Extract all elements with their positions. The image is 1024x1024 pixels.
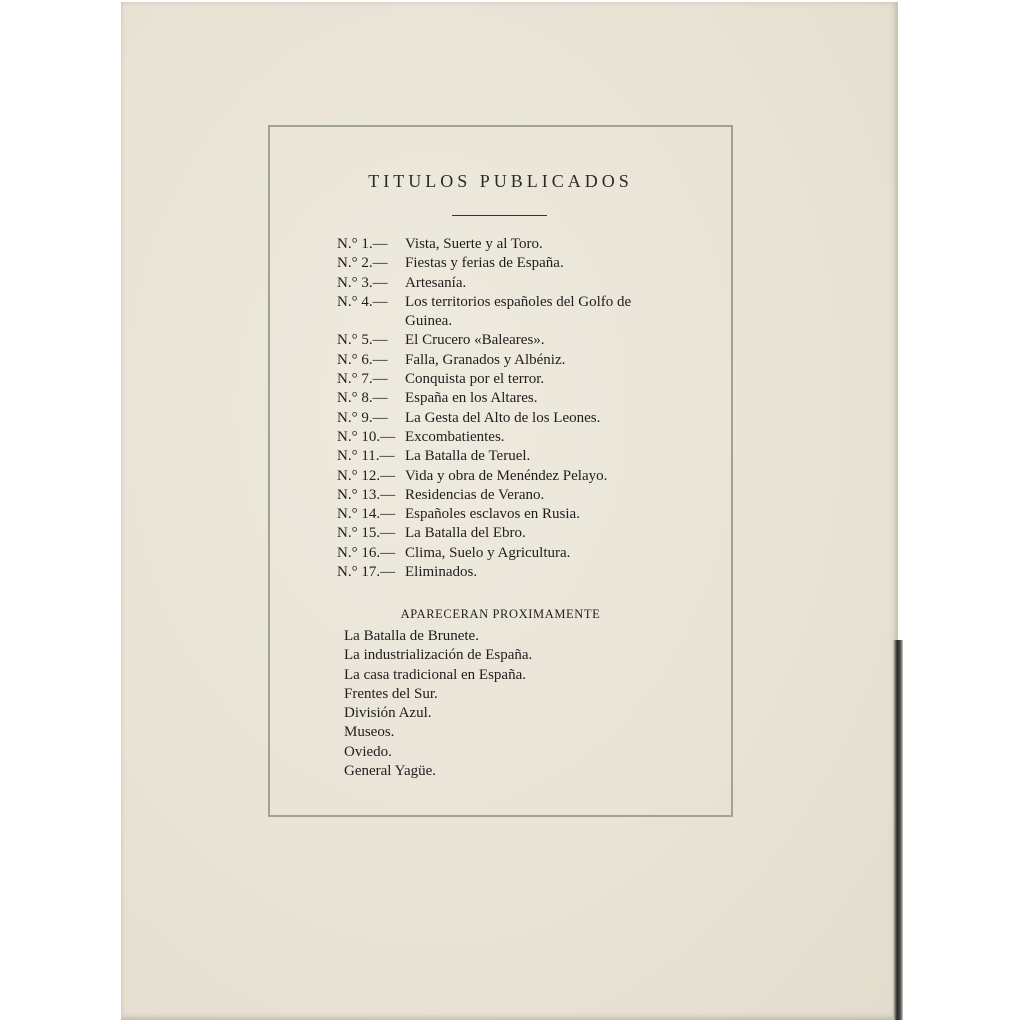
title-text: La Batalla del Ebro. [405,525,526,542]
title-text: Vista, Suerte y al Toro. [405,236,543,252]
list-item: Oviedo. [344,743,392,760]
title-text: Falla, Granados y Albéniz. [405,351,566,368]
list-item: La casa tradicional en España. [344,666,526,683]
title-number: N.° 1.— [337,236,388,252]
title-text: Conquista por el terror. [405,371,545,388]
list-item [337,505,655,524]
title-text: La Gesta del Alto de los Leones. [405,409,601,426]
list-item [337,293,655,332]
heading-rule [452,215,547,216]
list-item: La industrialización de España. [344,647,533,664]
list-item: La Batalla de Brunete. [344,628,479,644]
list-item [337,467,655,486]
page-heading: TITULOS PUBLICADOS [368,171,633,191]
list-item [337,544,655,563]
title-number: N.° 13.— [337,486,396,503]
list-item [337,486,655,505]
title-text: Los territorios españoles del Golfo de Guinea. [405,293,632,330]
list-item [337,331,655,350]
title-text: Vida y obra de Menéndez Pelayo. [405,467,608,484]
list-item [337,254,655,273]
title-text: Eliminados. [405,564,478,581]
list-item [337,447,655,466]
title-number: N.° 16.— [337,544,396,561]
list-item [337,389,655,408]
title-number: N.° 4.— [337,293,388,310]
list-item: Museos. [344,724,395,741]
title-text: Artesanía. [405,274,467,291]
list-item [337,563,655,582]
title-text: Excombatientes. [405,428,505,445]
title-text: Españoles esclavos en Rusia. [405,506,580,523]
title-number: N.° 7.— [337,371,388,388]
published-titles-list [337,235,655,582]
title-number: N.° 11.— [337,448,395,465]
title-number: N.° 12.— [337,467,396,484]
upcoming-titles-list [344,627,532,781]
list-item: General Yagüe. [344,763,437,780]
title-number: N.° 10.— [337,428,396,445]
upcoming-heading: APARECERAN PROXIMAMENTE [400,607,601,621]
list-item [337,409,655,428]
title-text: La Batalla de Teruel. [405,448,531,465]
list-item: División Azul. [344,705,432,722]
list-item [337,235,655,254]
title-number: N.° 15.— [337,525,396,542]
list-item [337,524,655,543]
title-number: N.° 5.— [337,332,388,349]
title-text: España en los Altares. [405,390,538,407]
list-item [337,370,655,389]
page-edge-shadow [893,640,903,1020]
list-item [337,351,655,370]
list-item: Frentes del Sur. [344,685,438,702]
title-text: Residencias de Verano. [405,486,545,503]
title-number: N.° 6.— [337,351,388,368]
title-number: N.° 2.— [337,255,388,272]
title-number: N.° 14.— [337,506,396,523]
title-number: N.° 8.— [337,390,388,407]
title-text: Fiestas y ferias de España. [405,255,564,272]
title-number: N.° 9.— [337,409,388,426]
title-text: El Crucero «Baleares». [405,332,545,349]
title-number: N.° 17.— [337,564,396,581]
title-text: Clima, Suelo y Agricultura. [405,544,571,561]
list-item [337,428,655,447]
title-number: N.° 3.— [337,274,388,291]
list-item [337,274,655,293]
